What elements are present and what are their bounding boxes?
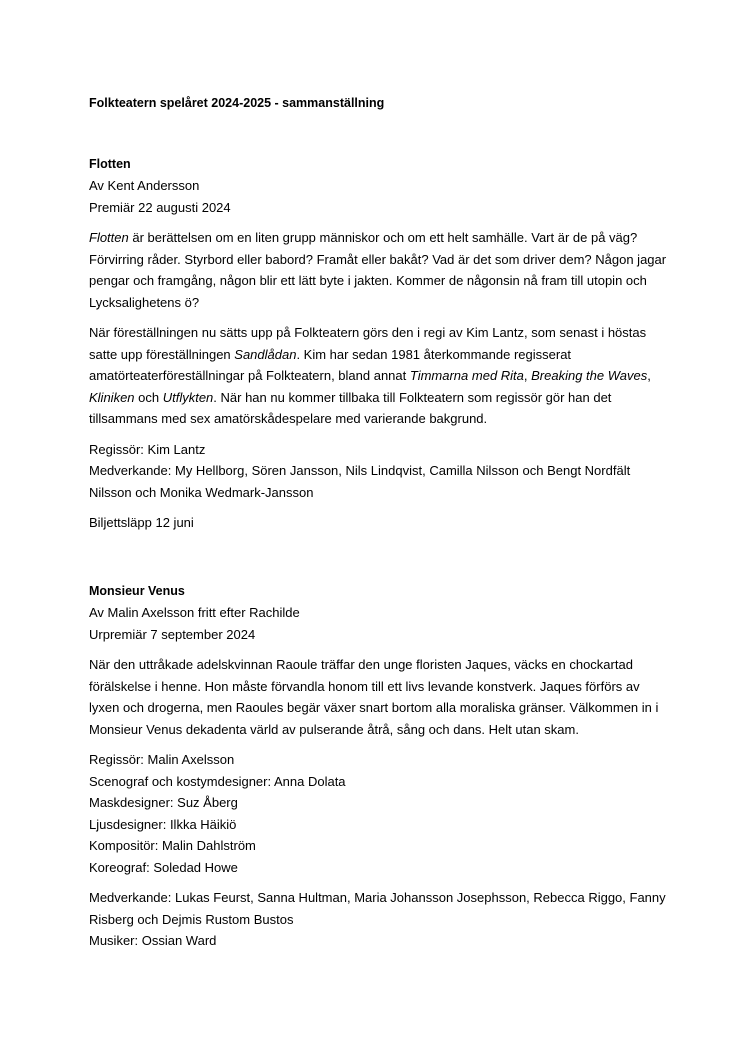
play-section-monsieur-venus [89, 581, 669, 952]
play-description [89, 227, 669, 313]
play-background [89, 322, 669, 430]
background-text: , [647, 368, 651, 383]
crew-credit: Ljusdesigner: Ilkka Häikiö [89, 816, 237, 832]
crew-credit: Regissör: Malin Axelsson [89, 752, 235, 767]
play-description: När den uttråkade adelskvinnan Raoule träffar den unge floristen Jaques, väcks en chockartad förälskelse i henne. Hon måste förvandla honom till ett livs levande konstverk. Jaques förförs av lyxen och drogerna, men Raoules begär växer snart bortom alla moraliska gränser. Välkommen in i Monsieur Venus dekadenta värld av pulserande åtrå, sång och dans. Helt utan skam. [89, 657, 659, 737]
play-premiere: Urpremiär 7 september 2024 [89, 626, 256, 642]
work-title-italic: Timmarna med Rita [409, 368, 524, 383]
cast-block [89, 887, 669, 952]
play-section-flotten [89, 154, 669, 534]
play-title-italic: Flotten [89, 230, 129, 245]
ticket-release: Biljettsläpp 12 juni [89, 515, 194, 530]
crew-list [89, 749, 669, 878]
cast-credit: Medverkande: My Hellborg, Sören Jansson, Nils Lindqvist, Camilla Nilsson och Bengt Nordfält Nilsson och Monika Wedmark-Jansson [89, 463, 631, 500]
background-text: När föreställningen nu sätts upp på Folkteatern görs den i regi av Kim Lantz, som senast i höstas satte upp föreställningen [89, 325, 647, 362]
crew-credit: Maskdesigner: Suz Åberg [89, 795, 238, 810]
background-text: . Kim har sedan 1981 återkommande regisserat amatörteaterföreställningar på Folkteatern, bland annat [89, 346, 572, 383]
work-title-italic: Kliniken [89, 389, 135, 405]
crew-credit: Koreograf: Soledad Howe [89, 859, 238, 875]
play-title: Monsieur Venus [89, 583, 185, 598]
director-credit: Regissör: Kim Lantz [89, 441, 206, 457]
crew-credit: Kompositör: Malin Dahlström [89, 838, 256, 853]
work-title-italic: Sandlådan [234, 346, 297, 362]
crew-credit: Scenograf och kostymdesigner: Anna Dolata [89, 773, 346, 789]
background-text: , [523, 368, 532, 383]
document-page [89, 93, 669, 952]
credits-block [89, 439, 669, 504]
background-text: och [134, 389, 163, 405]
document-title: Folkteatern spelåret 2024-2025 - sammanställning [89, 96, 385, 110]
play-premiere: Premiär 22 augusti 2024 [89, 199, 231, 215]
work-title-italic: Breaking the Waves [531, 368, 648, 383]
play-author: Av Kent Andersson [89, 178, 200, 193]
work-title-italic: Utflykten [162, 389, 214, 405]
musician-credit: Musiker: Ossian Ward [89, 933, 217, 948]
background-text: . När han nu kommer tillbaka till Folkteatern som regissör gör han det tillsammans med sex amatörskådespelare med varierande bakgrund. [89, 389, 612, 426]
play-title: Flotten [89, 156, 131, 171]
play-author: Av Malin Axelsson fritt efter Rachilde [89, 605, 300, 620]
description-text: är berättelsen om en liten grupp människor och om ett helt samhälle. Vart är de på väg? Förvirring råder. Styrbord eller babord? Framåt eller bakåt? Vad är det som driver dem? Någon jagar pengar och framgång, någon blir ett lätt byte i jakten. Kommer de någonsin nå fram till utopin och Lycksalighetens ö? [89, 230, 667, 310]
cast-credit: Medverkande: Lukas Feurst, Sanna Hultman, Maria Johansson Josephsson, Rebecca Riggo, Fanny Risberg och Dejmis Rustom Bustos [89, 890, 666, 927]
